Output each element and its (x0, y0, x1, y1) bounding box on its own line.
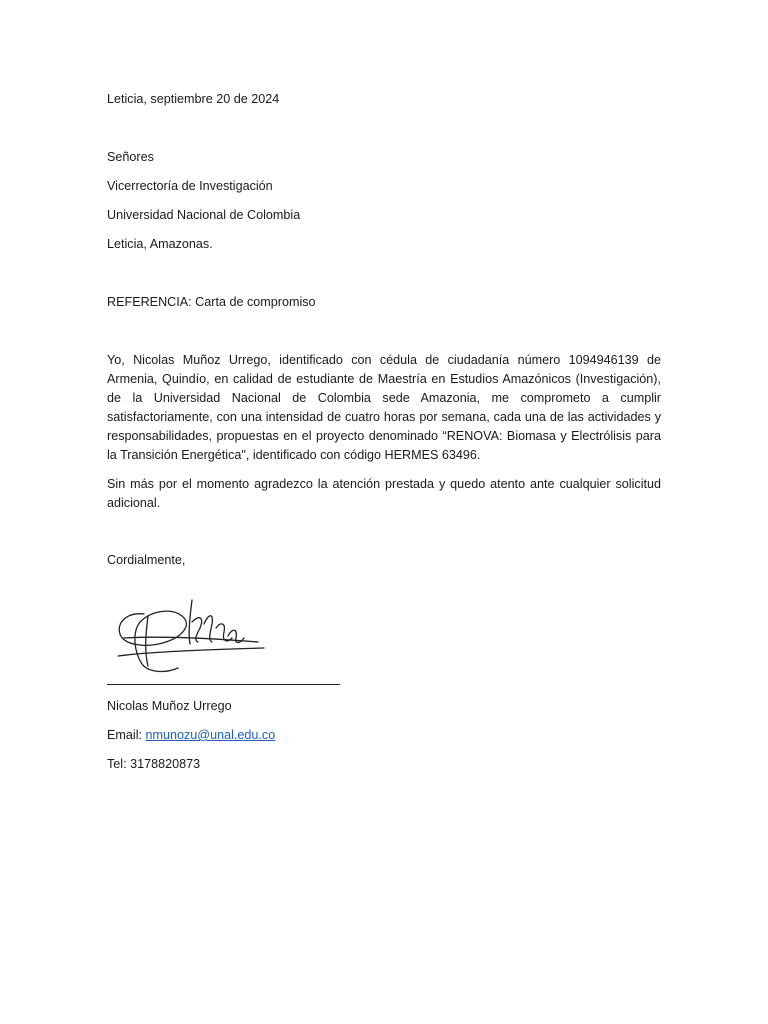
handwritten-signature (108, 592, 268, 678)
closing-salutation: Cordialmente, (107, 553, 186, 567)
recipient-office: Vicerrectoría de Investigación (107, 179, 273, 193)
recipient-institution: Universidad Nacional de Colombia (107, 208, 301, 222)
reference-line: REFERENCIA: Carta de compromiso (107, 295, 316, 309)
signer-email-line (107, 726, 275, 745)
signer-phone: Tel: 3178820873 (107, 757, 201, 771)
signer-name: Nicolas Muñoz Urrego (107, 699, 232, 713)
email-link[interactable]: nmunozu@unal.edu.co (145, 728, 276, 742)
signature-line (107, 684, 340, 685)
closing-paragraph: Sin más por el momento agradezco la atención prestada y quedo atento ante cualquier solicitud adicional. (107, 477, 661, 510)
recipient-city: Leticia, Amazonas. (107, 237, 213, 251)
recipient-salutation: Señores (107, 150, 154, 164)
date-line: Leticia, septiembre 20 de 2024 (107, 92, 280, 106)
email-label: Email: (107, 728, 146, 742)
commitment-paragraph: Yo, Nicolas Muñoz Urrego, identificado con cédula de ciudadanía número 1094946139 de Armenia, Quindío, en calidad de estudiante de Maestría en Estudios Amazónicos (Investigación), de la Universidad Nacional de Colombia sede Amazonia, me comprometo a cumplir satisfactoriamente, con una intensidad de cuatro horas por semana, cada una de las actividades y responsabilidades, propuestas en el proyecto denominado “RENOVA: Biomasa y Electrólisis para la Transición Energética", identificado con código HERMES 63496. (107, 353, 661, 462)
